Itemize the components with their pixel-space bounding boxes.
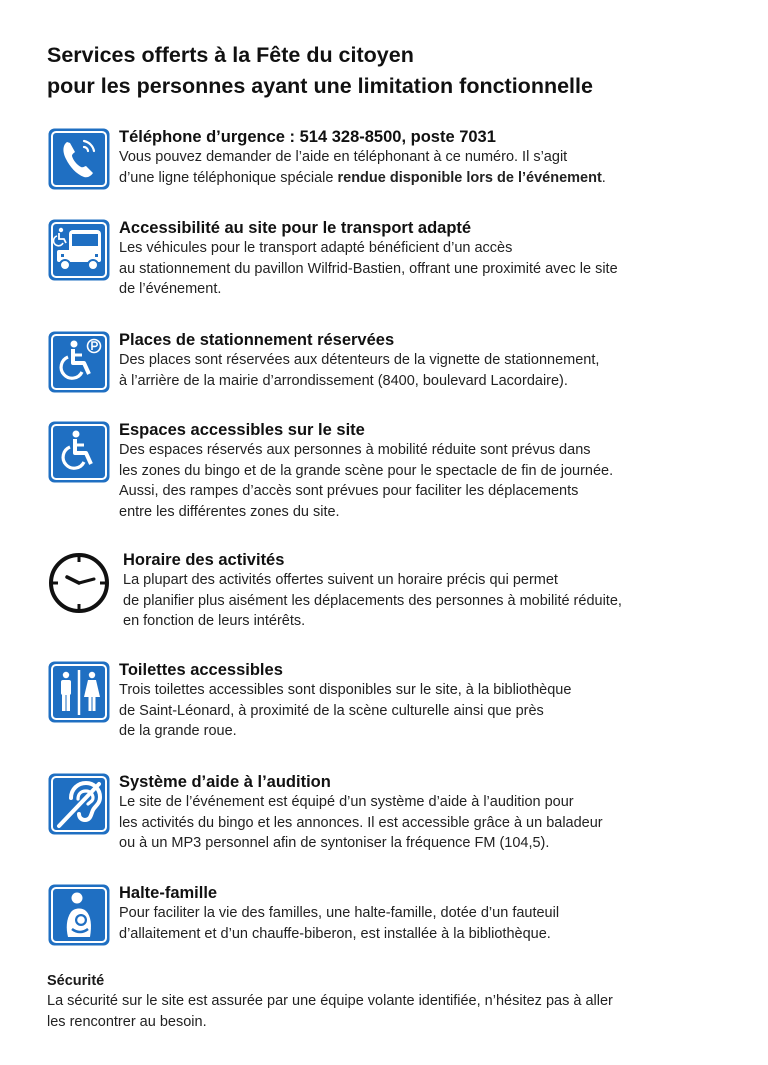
service-line: ou à un MP3 personnel afin de syntoniser la fréquence FM (104,5). [119,835,550,851]
security-line: La sécurité sur le site est assurée par une équipe volante identifiée, n’hésitez pas à aller [47,993,613,1009]
service-line: de planifier plus aisément les déplacements des personnes à mobilité réduite, [123,592,622,609]
service-line: entre les différentes zones du site. [119,503,340,520]
service-line: d’allaitement et d’un chauffe-biberon, est installée à la bibliothèque. [119,925,551,942]
service-line: Les véhicules pour le transport adapté bénéficient d’un accès [119,240,513,256]
service-line: au stationnement du pavillon Wilfrid-Bastien, offrant une proximité avec le site [119,260,618,277]
service-title: Téléphone d’urgence : 514 328-8500, poste 7031 [119,128,496,146]
service-line: Vous pouvez demander de l’aide en téléphonant à ce numéro. Il s’agit [119,149,568,165]
service-family-rest-area [47,883,747,963]
service-line: Des places sont réservées aux détenteurs de la vignette de stationnement, [119,352,600,368]
service-line: les zones du bingo et de la grande scène pour le spectacle de fin de journée. [119,462,614,479]
family-icon [47,883,111,947]
page-title-line-2: pour les personnes ayant une limitation fonctionnelle [47,74,593,98]
service-line: Aussi, des rampes d’accès sont prévues pour faciliter les déplacements [119,483,579,499]
security-line: les rencontrer au besoin. [47,1014,207,1030]
service-line [119,168,744,189]
service-line-text: d’une ligne téléphonique spéciale [119,169,338,186]
service-line: de l’événement. [119,281,222,297]
service-accessible-spaces [47,420,747,520]
accessible-parking-icon [47,330,111,394]
adapted-transport-icon [47,218,111,282]
page-title-line-1: Services offerts à la Fête du citoyen [47,43,414,67]
service-line: Le site de l’événement est équipé d’un système d’aide à l’audition pour [119,794,574,810]
service-schedule [47,550,747,630]
service-hearing-assistance [47,772,747,852]
service-line: Des espaces réservés aux personnes à mobilité réduite sont prévus dans [119,442,591,458]
service-line: de Saint-Léonard, à proximité de la scène culturelle ainsi que près [119,702,544,719]
service-line: les activités du bingo et les annonces. Il est accessible grâce à un baladeur [119,814,603,831]
service-title: Places de stationnement réservées [119,331,395,349]
service-line: de la grande roue. [119,723,237,739]
service-title: Toilettes accessibles [119,661,283,679]
telephone-icon [47,127,111,191]
service-line-bold: rendue disponible lors de l’événement [337,169,602,186]
service-accessible-toilets [47,660,747,740]
service-title: Accessibilité au site pour le transport adapté [119,219,472,237]
service-adapted-transport [47,218,747,298]
service-title: Espaces accessibles sur le site [119,421,365,439]
service-title: Horaire des activités [123,551,285,569]
service-line: Pour faciliter la vie des familles, une halte-famille, dotée d’un fauteuil [119,905,560,921]
service-line: à l’arrière de la mairie d’arrondissement (8400, boulevard Lacordaire). [119,372,568,389]
service-title: Système d’aide à l’audition [119,773,331,791]
security-title: Sécurité [47,973,105,989]
service-line: La plupart des activités offertes suivent un horaire précis qui permet [123,572,558,588]
service-emergency-phone [47,127,747,207]
service-line-end: . [601,169,606,186]
service-title: Halte-famille [119,884,218,902]
wheelchair-icon [47,420,111,484]
service-line: Trois toilettes accessibles sont disponibles sur le site, à la bibliothèque [119,682,572,698]
page-title [47,40,747,102]
accessible-toilets-icon [47,660,111,724]
service-line: en fonction de leurs intérêts. [123,613,306,629]
service-reserved-parking [47,330,747,410]
security-section [47,971,737,1033]
clock-icon [47,550,111,614]
hearing-assistance-icon [47,772,111,836]
